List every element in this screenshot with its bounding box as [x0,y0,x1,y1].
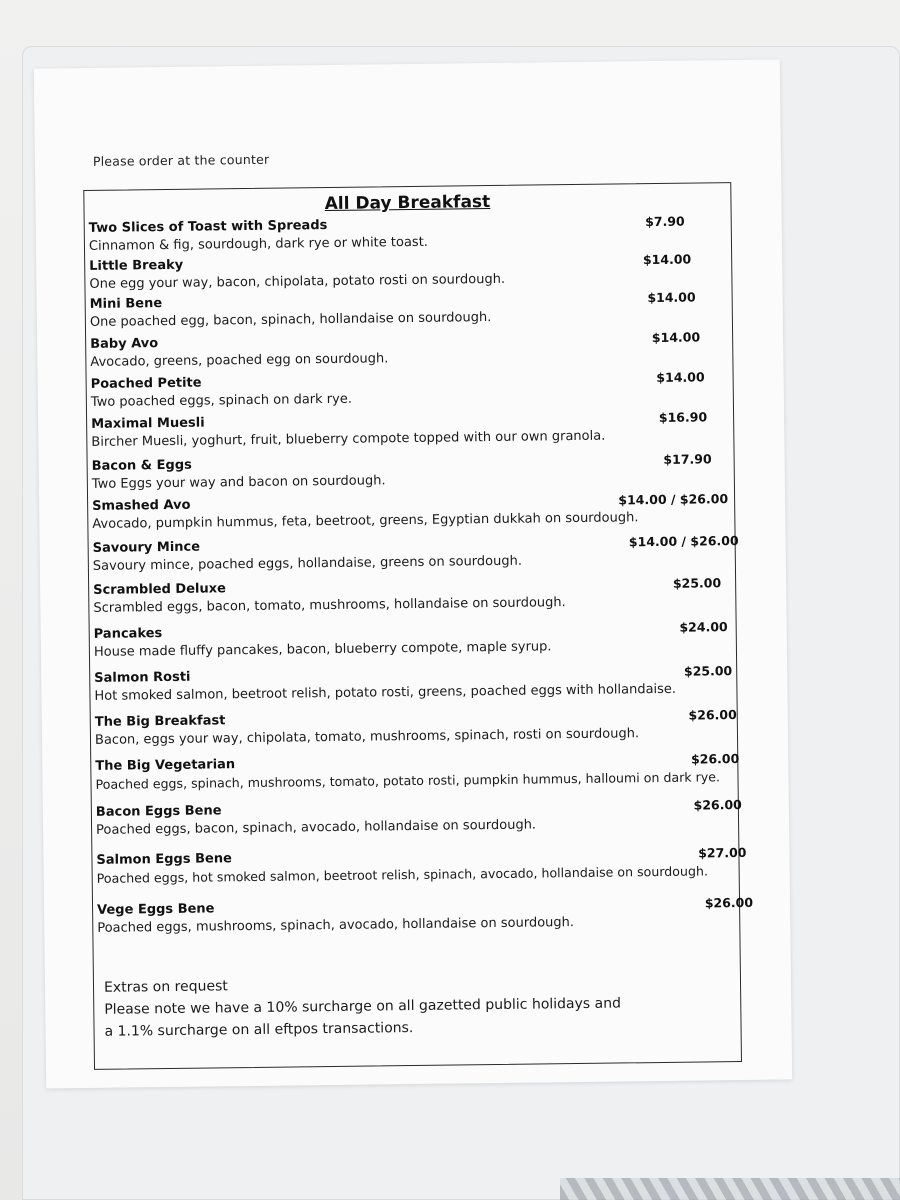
menu-footer [104,970,621,1042]
background-fabric [560,1178,900,1200]
menu-item [91,451,730,492]
menu-item-description: One poached egg, bacon, spinach, hollandaise on sourdough. [89,310,492,330]
menu-item-price: $16.90 [658,409,708,425]
menu-item-description: Cinnamon & fig, sourdough, dark rye or white toast. [88,234,428,254]
menu-item-description: One egg your way, bacon, chipolata, potato rosti on sourdough. [89,271,506,292]
menu-item-price: $26.00 [704,894,754,911]
menu-item [90,369,729,410]
menu-item-name: Smashed Avo [92,497,191,514]
menu-item-description: Bircher Muesli, yoghurt, fruit, blueberry compote topped with our own granola. [91,428,606,450]
menu-item [90,329,728,370]
menu-item-name: Savoury Mince [92,539,201,556]
menu-title: All Day Breakfast [324,192,491,215]
extras-note: Extras on request [103,978,228,996]
menu-item-name: Two Slices of Toast with Spreads [88,218,328,236]
menu-item-name: Maximal Muesli [91,415,205,432]
menu-item-description: Poached eggs, spinach, mushrooms, tomato, potato rosti, pumpkin hummus, halloumi on dark rye. [95,769,721,792]
menu-item-name: Salmon Rosti [94,669,191,686]
menu-item-name: Vege Eggs Bene [96,901,215,918]
menu-item-name: Little Breaky [89,257,184,274]
menu-sheet [34,59,792,1088]
menu-item [96,894,754,936]
menu-item-price: $26.00 [693,797,742,813]
menu-item-description: Two Eggs your way and bacon on sourdough. [91,473,386,492]
surcharge-note-line1: Please note we have a 10% surcharge on all gazetted public holidays and [104,995,622,1018]
menu-item [96,844,747,886]
menu-item-price: $14.00 [651,329,701,346]
menu-item-description: Hot smoked salmon, beetroot relish, potato rosti, greens, poached eggs with hollandaise. [94,681,677,704]
menu-item-price: $24.00 [679,619,728,635]
menu-item [92,533,739,574]
menu-item [91,409,729,450]
menu-item-name: Mini Bene [89,296,163,312]
surcharge-note-line2: a 1.1% surcharge on all eftpos transactions. [104,1020,414,1040]
menu-item [92,491,730,532]
menu-item-description: Bacon, eggs your way, chipolata, tomato, mushrooms, spinach, rosti on sourdough. [94,726,640,748]
menu-item-name: The Big Vegetarian [95,757,236,774]
menu-item-name: Salmon Eggs Bene [96,851,232,868]
menu-item-name: Bacon Eggs Bene [95,803,222,820]
menu-item-price: $14.00 [647,289,696,306]
menu-item-price: $14.00 / $26.00 [618,491,729,508]
menu-item [94,663,733,704]
menu-item [93,619,732,660]
menu-item-price: $14.00 [656,369,705,386]
menu-item-name: The Big Breakfast [94,713,226,730]
menu-item-name: Pancakes [93,626,163,642]
menu-item-description: House made fluffy pancakes, bacon, blueberry compote, maple syrup. [93,639,552,660]
order-at-counter-note: Please order at the counter [92,151,270,169]
menu-item-price: $27.00 [698,844,747,861]
menu-item-price: $14.00 / $26.00 [628,533,739,550]
menu-item-description: Poached eggs, mushrooms, spinach, avocado, hollandaise on sourdough. [97,915,575,936]
menu-item-price: $17.90 [663,451,712,467]
menu-item-price: $25.00 [672,575,722,591]
menu-item [93,575,731,616]
menu-item-description: Savoury mince, poached eggs, hollandaise, greens on sourdough. [92,553,523,574]
menu-item [95,751,740,792]
menu-item-description: Poached eggs, hot smoked salmon, beetroot relish, spinach, avocado, hollandaise on sourdough. [96,863,708,886]
menu-item-price: $26.00 [688,707,737,723]
menu-item [94,707,737,748]
menu-item-name: Baby Avo [90,336,159,352]
menu-item-price: $26.00 [690,751,740,767]
menu-item-name: Scrambled Deluxe [93,581,226,598]
menu-frame [83,182,754,1070]
menu-item-description: Two poached eggs, spinach on dark rye. [90,391,353,410]
menu-item-name: Bacon & Eggs [91,457,192,474]
menu-item-price: $25.00 [683,663,733,679]
menu-item-description: Poached eggs, bacon, spinach, avocado, hollandaise on sourdough. [96,817,537,838]
menu-item-name: Poached Petite [90,375,202,392]
menu-item-description: Avocado, pumpkin hummus, feta, beetroot, greens, Egyptian dukkah on sourdough. [92,510,639,532]
menu-item-description: Scrambled eggs, bacon, tomato, mushrooms, hollandaise on sourdough. [93,595,566,616]
menu-item-price: $14.00 [642,251,692,268]
menu-item-price: $7.90 [645,213,685,230]
menu-item [95,797,742,838]
menu-item-description: Avocado, greens, poached egg on sourdough. [90,351,389,370]
